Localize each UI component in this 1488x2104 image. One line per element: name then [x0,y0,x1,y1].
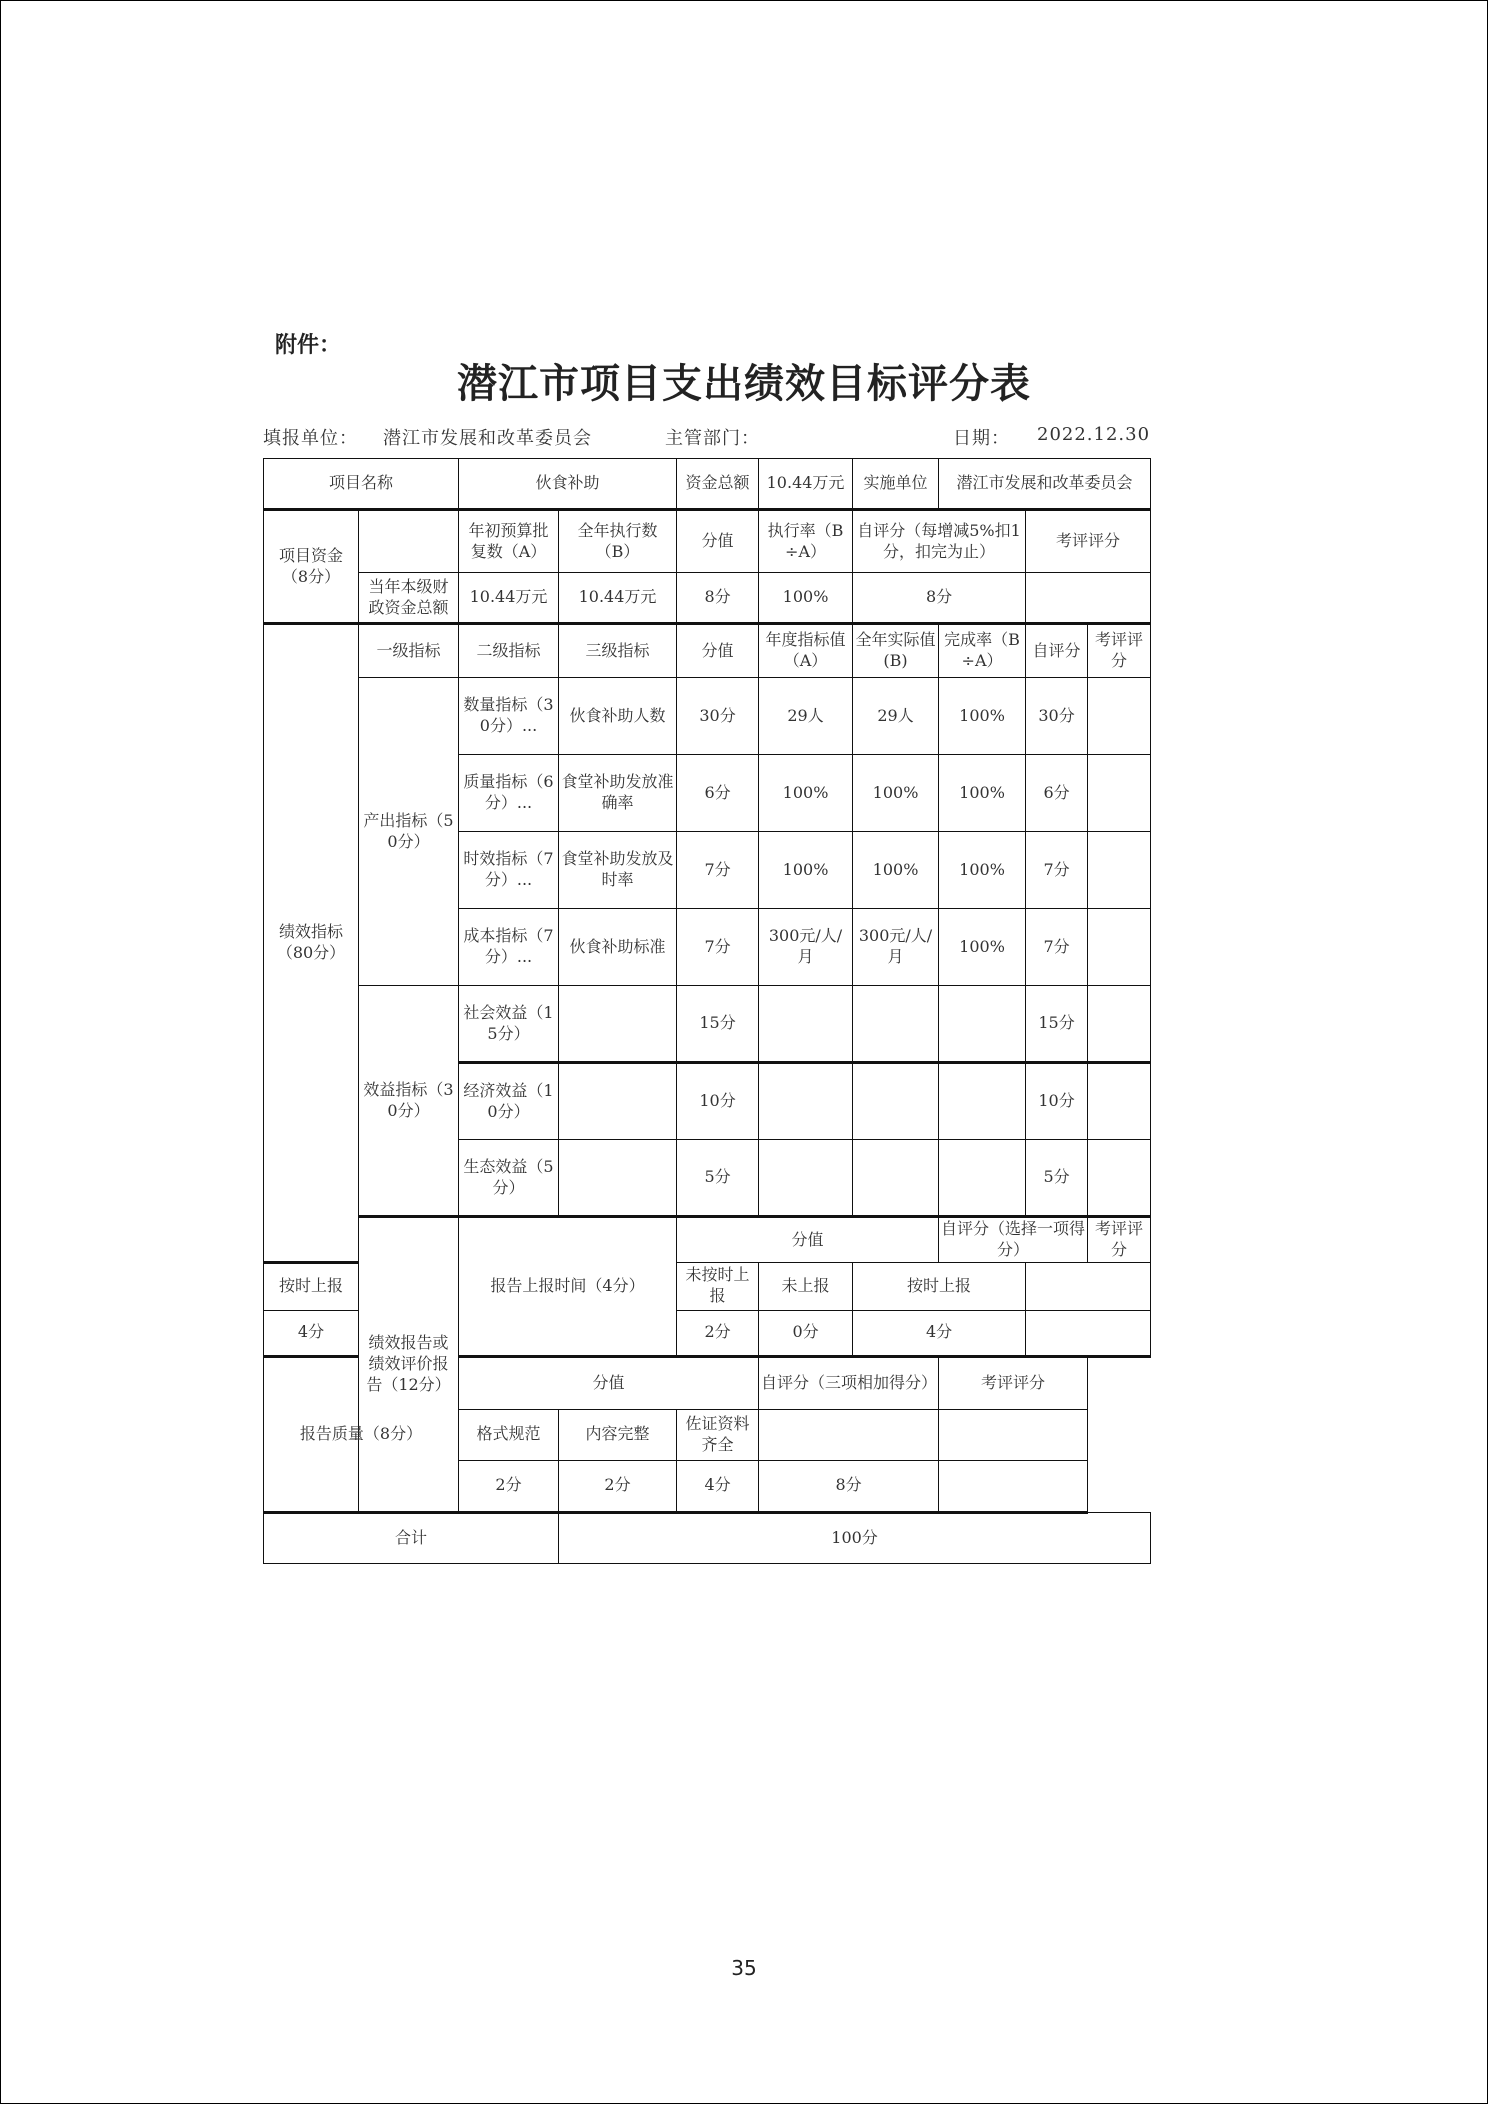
page-number: 35 [731,1956,757,1980]
report-quality-option-score: 2分 [459,1460,559,1512]
report-time-option: 未上报 [759,1262,853,1310]
dept-label: 主管部门： [665,428,760,449]
report-quality-option: 格式规范 [459,1409,559,1460]
benefit-self-score: 15分 [1026,986,1088,1063]
output-review-score [1088,909,1151,986]
report-time-label: 报告上报时间（4分） [459,1217,677,1357]
funds-header-row [264,510,1151,573]
score-table [263,458,1151,1564]
funds-header-review-score: 考评评分 [1026,510,1151,573]
output-score: 7分 [677,909,759,986]
funds-header-exec-rate: 执行率（B÷A） [759,510,853,573]
perf-header-target: 年度指标值（A） [759,624,853,678]
benefit-score: 15分 [677,986,759,1063]
output-review-score [1088,755,1151,832]
funds-section-label: 项目资金（8分） [264,510,359,624]
benefit-self-score: 10分 [1026,1063,1088,1140]
benefit-indicator-label: 效益指标（30分） [359,986,459,1217]
output-level3: 食堂补助发放准确率 [559,755,677,832]
output-target: 29人 [759,678,853,755]
output-actual: 100% [853,755,939,832]
table-row [264,986,1151,1063]
impl-unit-label: 实施单位 [853,459,939,510]
funds-header-budget: 年初预算批复数（A） [459,510,559,573]
benefit-review-score [1088,1063,1151,1140]
output-self-score: 30分 [1026,678,1088,755]
perf-header-completion: 完成率（B÷A） [939,624,1026,678]
unit-value: 潜江市发展和改革委员会 [383,428,592,449]
perf-header-score: 分值 [677,624,759,678]
output-level3: 伙食补助人数 [559,678,677,755]
output-actual: 29人 [853,678,939,755]
output-completion: 100% [939,755,1026,832]
report-quality-option-score: 2分 [559,1460,677,1512]
benefit-target [759,1063,853,1140]
funds-row-label: 当年本级财政资金总额 [359,573,459,624]
output-level3: 食堂补助发放及时率 [559,832,677,909]
output-self-score: 7分 [1026,832,1088,909]
benefit-review-score [1088,1140,1151,1217]
report-time-option: 未按时上报 [677,1262,759,1310]
benefit-level2: 社会效益（15分） [459,986,559,1063]
output-score: 7分 [677,832,759,909]
report-time-self-score: 4分 [853,1310,1026,1356]
attachment-label: 附件： [275,333,342,358]
fund-total-value: 10.44万元 [759,459,853,510]
funds-row-exec-rate: 100% [759,573,853,624]
benefit-actual [853,1140,939,1217]
benefit-score: 5分 [677,1140,759,1217]
output-score: 30分 [677,678,759,755]
report-time-option: 按时上报 [264,1262,359,1310]
output-score: 6分 [677,755,759,832]
perf-header-level3: 三级指标 [559,624,677,678]
perf-header-self-score: 自评分 [1026,624,1088,678]
report-quality-option: 内容完整 [559,1409,677,1460]
report-quality-review-score [939,1460,1088,1512]
perf-header-level1: 一级指标 [359,624,459,678]
report-quality-review-label: 考评评分 [939,1356,1088,1409]
project-name-value: 伙食补助 [459,459,677,510]
report-quality-self-cell [759,1409,939,1460]
benefit-level3 [559,1063,677,1140]
report-quality-label: 报告质量（8分） [264,1356,459,1512]
report-time-option-score: 4分 [264,1310,359,1356]
output-indicator-label: 产出指标（50分） [359,678,459,986]
report-time-review-score [1026,1310,1151,1356]
project-row [264,459,1151,510]
output-level2: 时效指标（7分）... [459,832,559,909]
perf-header-row [264,624,1151,678]
output-self-score: 6分 [1026,755,1088,832]
benefit-score: 10分 [677,1063,759,1140]
date-value: 2022.12.30 [1037,424,1151,445]
report-time-option-score: 0分 [759,1310,853,1356]
output-review-score [1088,832,1151,909]
benefit-level3 [559,986,677,1063]
report-quality-self-label: 自评分（三项相加得分） [759,1356,939,1409]
report-time-header-row [264,1217,1151,1263]
funds-row-budget: 10.44万元 [459,573,559,624]
output-target: 300元/人/月 [759,909,853,986]
output-level2: 成本指标（7分）... [459,909,559,986]
funds-header-score: 分值 [677,510,759,573]
benefit-actual [853,986,939,1063]
funds-row-review-score [1026,573,1151,624]
output-self-score: 7分 [1026,909,1088,986]
report-quality-review-cell [939,1409,1088,1460]
report-time-self-choice: 按时上报 [853,1262,1026,1310]
total-row [264,1512,1151,1563]
benefit-completion [939,1140,1026,1217]
report-time-option-score: 2分 [677,1310,759,1356]
benefit-completion [939,1063,1026,1140]
benefit-level2: 生态效益（5分） [459,1140,559,1217]
benefit-self-score: 5分 [1026,1140,1088,1217]
page-title: 潜江市项目支出绩效目标评分表 [457,360,1031,407]
output-actual: 100% [853,832,939,909]
output-completion: 100% [939,832,1026,909]
report-section-label: 绩效报告或绩效评价报告（12分） [359,1217,459,1513]
total-value: 100分 [559,1512,1151,1563]
funds-row-self-score: 8分 [853,573,1026,624]
output-target: 100% [759,755,853,832]
impl-unit-value: 潜江市发展和改革委员会 [939,459,1151,510]
perf-header-level2: 二级指标 [459,624,559,678]
unit-label: 填报单位： [263,428,358,449]
funds-header-executed: 全年执行数（B） [559,510,677,573]
perf-header-review-score: 考评评分 [1088,624,1151,678]
perf-section-label: 绩效指标（80分） [264,624,359,1263]
output-level3: 伙食补助标准 [559,909,677,986]
report-time-review-label: 考评评分 [1088,1217,1151,1263]
report-time-score-label: 分值 [677,1217,939,1263]
output-actual: 300元/人/月 [853,909,939,986]
output-level2: 质量指标（6分）... [459,755,559,832]
report-time-review-cell [1026,1262,1151,1310]
benefit-actual [853,1063,939,1140]
funds-data-row [264,573,1151,624]
fund-total-label: 资金总额 [677,459,759,510]
total-label: 合计 [264,1512,559,1563]
funds-header-self-score: 自评分（每增减5%扣1分，扣完为止） [853,510,1026,573]
report-quality-option: 佐证资料齐全 [677,1409,759,1460]
funds-row-executed: 10.44万元 [559,573,677,624]
benefit-level2: 经济效益（10分） [459,1063,559,1140]
output-review-score [1088,678,1151,755]
project-name-label: 项目名称 [264,459,459,510]
report-quality-option-score: 4分 [677,1460,759,1512]
report-time-self-label: 自评分（选择一项得分） [939,1217,1088,1263]
benefit-target [759,986,853,1063]
funds-blank-cell [359,510,459,573]
benefit-target [759,1140,853,1217]
funds-row-score: 8分 [677,573,759,624]
benefit-review-score [1088,986,1151,1063]
perf-header-actual: 全年实际值(B) [853,624,939,678]
benefit-level3 [559,1140,677,1217]
output-level2: 数量指标（30分）... [459,678,559,755]
benefit-completion [939,986,1026,1063]
table-row [264,678,1151,755]
output-target: 100% [759,832,853,909]
output-completion: 100% [939,909,1026,986]
date-label: 日期： [953,428,1010,449]
report-quality-self-score: 8分 [759,1460,939,1512]
output-completion: 100% [939,678,1026,755]
report-quality-score-label: 分值 [459,1356,759,1409]
